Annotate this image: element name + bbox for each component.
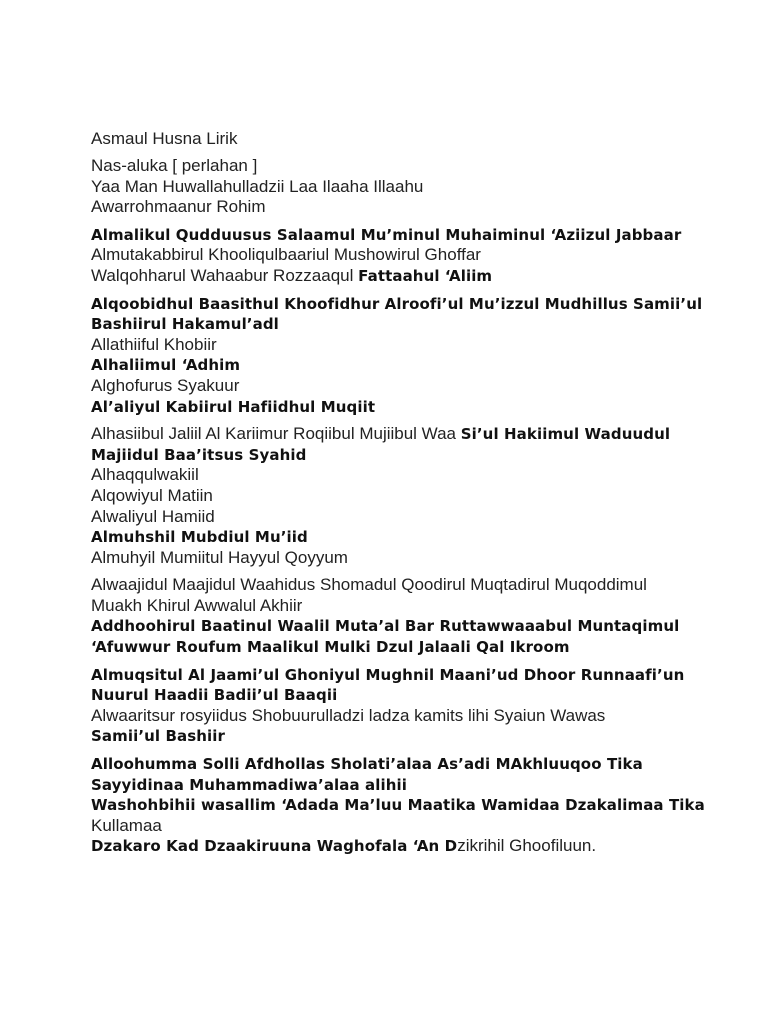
text-span-bold: Fattaahul ‘Aliim xyxy=(358,266,493,285)
text-line: Addhoohirul Baatinul Waalil Muta’al Bar Ruttawwaaabul Muntaqimul xyxy=(91,617,680,636)
text-line: Alwaaritsur rosyiidus Shobuurulladzi ladza kamits lihi Syaiun Wawas xyxy=(91,705,606,725)
paragraph-names-5 xyxy=(91,665,741,747)
text-line: Sayyidinaa Muhammadiwa’alaa alihii xyxy=(91,775,408,794)
text-line: Almuhshil Mubdiul Mu’iid xyxy=(91,528,308,547)
text-span-bold: Dzakaro Kad Dzaakiruuna Waghofala ‘An D xyxy=(91,837,458,856)
paragraph-names-4 xyxy=(91,575,741,657)
text-line xyxy=(91,266,741,287)
text-line: Alwaajidul Maajidul Waahidus Shomadul Qoodirul Muqtadirul Muqoddimul xyxy=(91,575,647,595)
text-line: Alwaliyul Hamiid xyxy=(91,506,215,526)
text-line: Nas-aluka [ perlahan ] xyxy=(91,156,258,175)
text-line: Al’aliyul Kabiirul Hafiidhul Muqiit xyxy=(91,397,376,416)
text-line: Majiidul Baa’itsus Syahid xyxy=(91,445,307,464)
text-line: Alghofurus Syakuur xyxy=(91,375,240,395)
text-line: Washohbihii wasallim ‘Adada Ma’luu Maatika Wamidaa Dzakalimaa Tika xyxy=(91,796,705,815)
text-span: Alhasiibul Jaliil Al Kariimur Roqiibul Mujiibul Waa xyxy=(91,424,461,444)
text-line: Alloohumma Solli Afdhollas Sholati’alaa As’adi MAkhluuqoo Tika xyxy=(91,755,643,774)
text-line: Bashiirul Hakamul’adl xyxy=(91,315,279,334)
text-line: Almutakabbirul Khooliqulbaariul Mushowirul Ghoffar xyxy=(91,245,481,265)
text-line: Almuqsitul Al Jaami’ul Ghoniyul Mughnil Maani’ud Dhoor Runnaafi’un xyxy=(91,665,685,684)
text-line: Yaa Man Huwallahulladzii Laa Ilaaha Illaahu xyxy=(91,176,424,196)
text-line: Allathiiful Khobiir xyxy=(91,334,217,354)
text-line: Alqowiyul Matiin xyxy=(91,485,213,505)
document-title: Asmaul Husna Lirik xyxy=(91,129,238,148)
document-content xyxy=(91,128,741,864)
text-span-bold: Si’ul Hakiimul Waduudul xyxy=(460,425,671,444)
paragraph-closing-prayer xyxy=(91,754,741,857)
text-line: Alqoobidhul Baasithul Khoofidhur Alroofi’ul Mu’izzul Mudhillus Samii’ul xyxy=(91,294,703,313)
paragraph-opening xyxy=(91,156,741,218)
paragraph-names-2 xyxy=(91,294,741,418)
text-line: Kullamaa xyxy=(91,815,162,835)
text-line: Awarrohmaanur Rohim xyxy=(91,197,266,217)
text-line xyxy=(91,836,741,857)
text-line: Almalikul Qudduusus Salaamul Mu’minul Muhaiminul ‘Aziizul Jabbaar xyxy=(91,225,682,244)
text-line: Samii’ul Bashiir xyxy=(91,727,226,746)
text-line: Muakh Khirul Awwalul Akhiir xyxy=(91,595,303,615)
text-line xyxy=(91,424,741,445)
text-line: Alhaliimul ‘Adhim xyxy=(91,356,241,375)
text-span: zikrihil Ghoofiluun. xyxy=(457,836,597,856)
paragraph-names-1 xyxy=(91,225,741,287)
text-span: Walqohharul Wahaabur Rozzaaqul xyxy=(91,265,359,285)
paragraph-names-3 xyxy=(91,424,741,568)
text-line: Almuhyil Mumiitul Hayyul Qoyyum xyxy=(91,547,348,567)
text-line: Alhaqqulwakiil xyxy=(91,465,199,485)
text-line: Nuurul Haadii Badii’ul Baaqii xyxy=(91,686,338,705)
text-line: ‘Afuwwur Roufum Maalikul Mulki Dzul Jalaali Qal Ikroom xyxy=(91,638,570,657)
